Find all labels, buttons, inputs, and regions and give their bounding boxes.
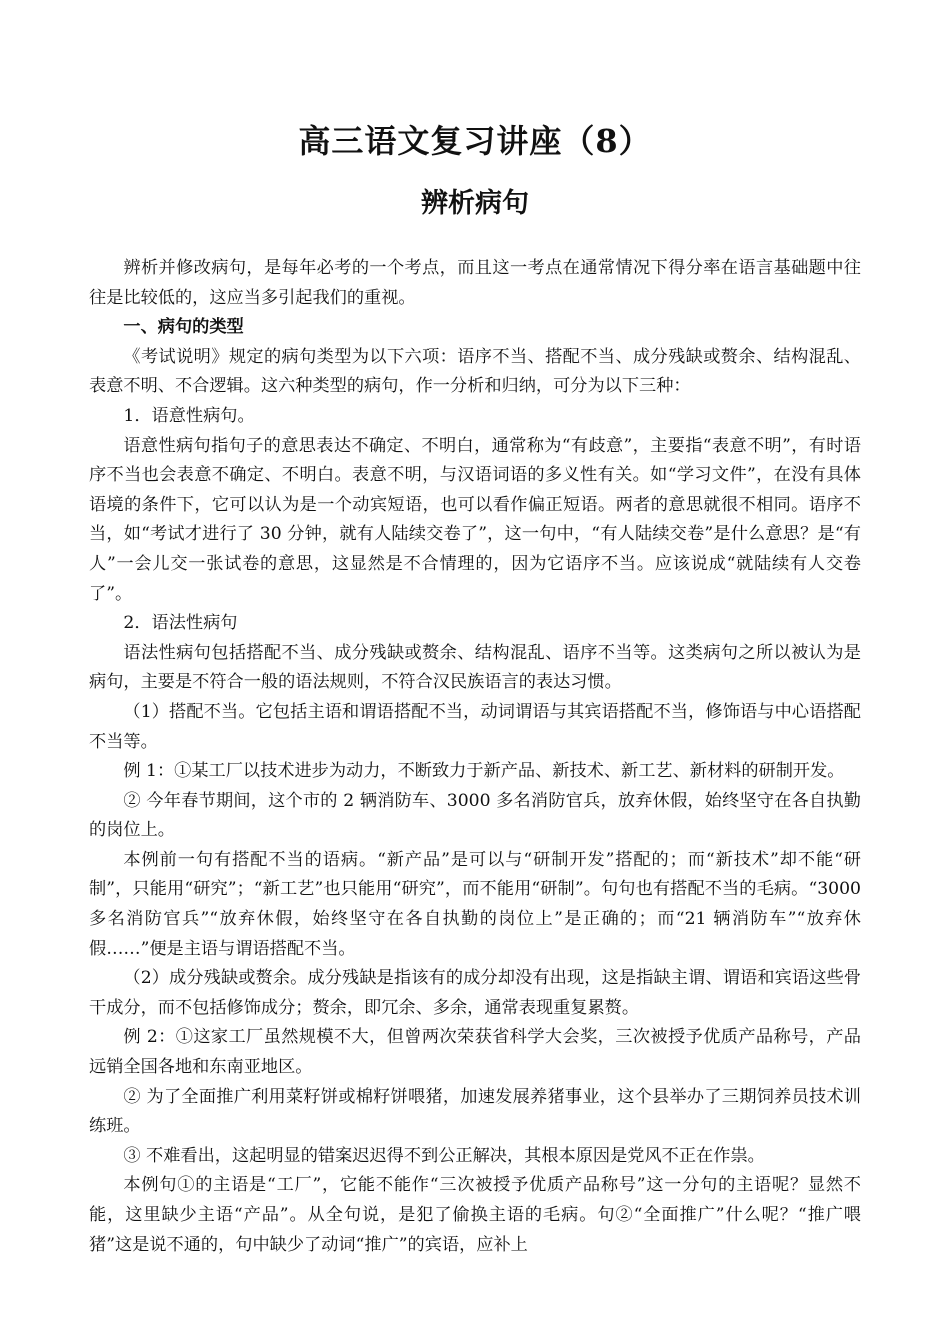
body-paragraph: （1）搭配不当。它包括主语和谓语搭配不当，动词谓语与其宾语搭配不当，修饰语与中心语搭配不当等。 xyxy=(89,701,861,752)
document-title: 高三语文复习讲座（8） xyxy=(298,122,652,160)
body-paragraph: 《考试说明》规定的病句类型为以下六项：语序不当、搭配不当、成分残缺或赘余、结构混乱、表意不明、不合逻辑。这六种类型的病句，作一分析和归纳，可分为以下三种： xyxy=(89,346,861,397)
body-paragraph: 语意性病句指句子的意思表达不确定、不明白，通常称为“有歧意”，主要指“表意不明”，有时语序不当也会表意不确定、不明白。表意不明，与汉语词语的多义性有关。如“学习文件”，在没有具体语境的条件下，它可以认为是一个动宾短语，也可以看作偏正短语。两者的意思就很不相同。语序不当，如“考试才进行了 30 分钟，就有人陆续交卷了”，这一句中，“有人陆续交卷”是什么意思？是“有人”一会儿交一张试卷的意思，这显然是不合情理的，因为它语序不当。应该说成“就陆续有人交卷了”。 xyxy=(89,435,861,604)
body-paragraph: ③ 不难看出，这起明显的错案迟迟得不到公正解决，其根本原因是党风不正在作祟。 xyxy=(123,1145,765,1166)
body-paragraph: ② 今年春节期间，这个市的 2 辆消防车、3000 多名消防官兵，放弃休假，始终坚守在各自执勤的岗位上。 xyxy=(89,790,861,841)
body-paragraph: （2）成分残缺或赘余。成分残缺是指该有的成分却没有出现，这是指缺主谓、谓语和宾语这些骨干成分，而不包括修饰成分；赘余，即冗余、多余，通常表现重复累赘。 xyxy=(89,968,861,1018)
body-paragraph: 本例前一句有搭配不当的语病。“新产品”是可以与“研制开发”搭配的；而“新技术”却不能“研制”，只能用“研究”；“新工艺”也只能用“研究”，而不能用“研制”。句句也有搭配不当的毛病。“3000 多名消防官兵”“放弃休假，始终坚守在各自执勤的岗位上”是正确的；而“21 辆消防车”“放弃休假……”便是主语与谓语搭配不当。 xyxy=(89,849,861,959)
body-paragraph: 1．语意性病句。 xyxy=(123,405,255,426)
body-paragraph: 2．语法性病句 xyxy=(123,613,238,634)
document-subtitle: 辨析病句 xyxy=(421,188,529,219)
section-heading: 一、病句的类型 xyxy=(123,317,244,338)
document-body xyxy=(89,254,861,1260)
body-paragraph: 例 2：①这家工厂虽然规模不大，但曾两次荣获省科学大会奖，三次被授予优质产品称号，产品远销全国各地和东南亚地区。 xyxy=(89,1027,861,1078)
body-paragraph: 本例句①的主语是“工厂”，它能不能作“三次被授予优质产品称号”这一分句的主语呢？显然不能，这里缺少主语“产品”。从全句说，是犯了偷换主语的毛病。句②“全面推广”什么呢？“推广喂猪”这是说不通的，句中缺少了动词“推广”的宾语，应补上 xyxy=(89,1175,861,1255)
body-paragraph: ② 为了全面推广利用菜籽饼或棉籽饼喂猪，加速发展养猪事业，这个县举办了三期饲养员技术训练班。 xyxy=(89,1086,861,1137)
body-paragraph: 语法性病句包括搭配不当、成分残缺或赘余、结构混乱、语序不当等。这类病句之所以被认为是病句，主要是不符合一般的语法规则，不符合汉民族语言的表达习惯。 xyxy=(89,642,861,693)
body-paragraph: 辨析并修改病句，是每年必考的一个考点，而且这一考点在通常情况下得分率在语言基础题中往往是比较低的，这应当多引起我们的重视。 xyxy=(89,258,861,308)
body-paragraph: 例 1：①某工厂以技术进步为动力，不断致力于新产品、新技术、新工艺、新材料的研制开发。 xyxy=(123,761,845,782)
